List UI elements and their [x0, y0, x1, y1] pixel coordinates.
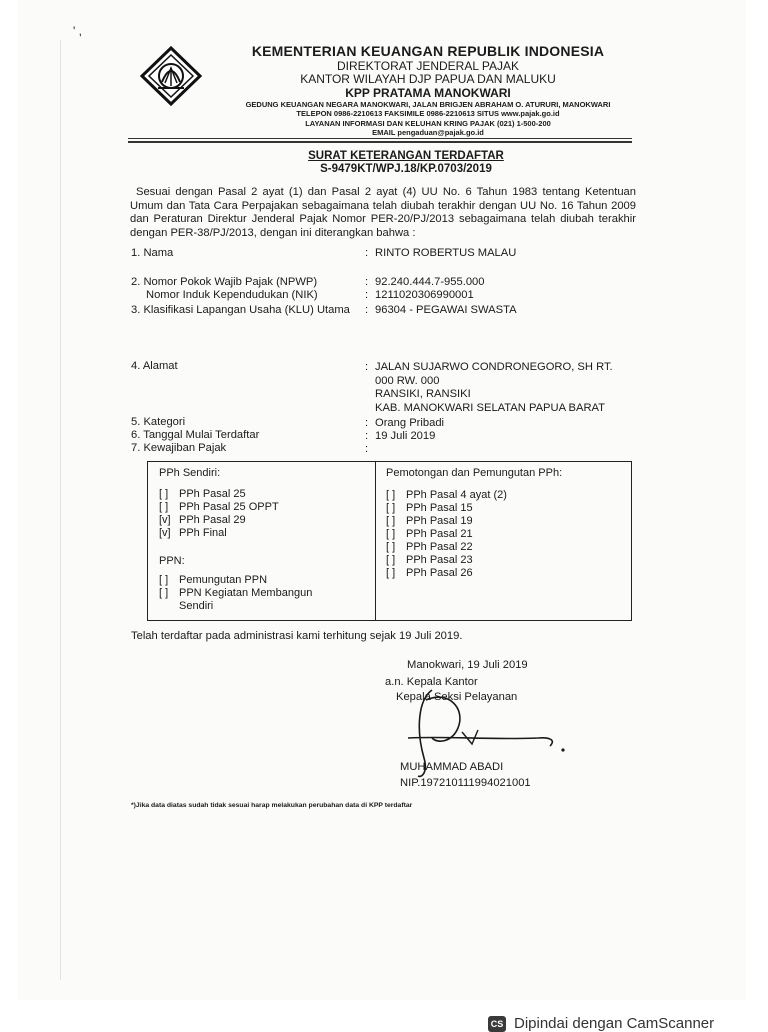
kategori-label: 5. Kategori [131, 416, 186, 428]
nik-value: 1211020306990001 [375, 289, 474, 301]
document-title: SURAT KETERANGAN TERDAFTAR [308, 150, 504, 162]
box-divider [375, 462, 376, 620]
potput-item [386, 541, 473, 554]
checkbox-mark: [ ] [159, 574, 169, 586]
header-rule [128, 138, 632, 139]
item-label: PPh Pasal 26 [406, 567, 473, 579]
letterhead [218, 44, 638, 137]
nik-colon: : [365, 289, 369, 301]
potput-item [386, 528, 473, 541]
checkbox-mark: [ ] [386, 541, 396, 553]
checkbox-mark: [ ] [386, 567, 396, 579]
checkbox-mark: [v] [159, 527, 171, 539]
potput-item [386, 515, 473, 528]
tanggal-value: 19 Juli 2019 [375, 430, 436, 442]
pph-sendiri-title: PPh Sendiri: [159, 467, 221, 479]
tanggal-label: 6. Tanggal Mulai Terdaftar [131, 429, 260, 441]
alamat-colon: : [365, 361, 369, 373]
intro-paragraph: Sesuai dengan Pasal 2 ayat (1) dan Pasal 2 ayat (4) UU No. 6 Tahun 1983 tentang Ketentuan Umum dan Tata Cara Perpajakan sebagaimana telah diubah terakhir dengan UU No. 16 Tahun 2009 dan Peraturan Direktur Jenderal Pajak Nomor PER-20/PJ/2013 sebagaimana telah diubah terakhir dengan PER-38/PJ/2013, dengan ini diterangkan bahwa : [130, 186, 636, 239]
scan-speck: ' , [73, 24, 82, 38]
ppn-item [159, 587, 312, 600]
potput-item [386, 554, 473, 567]
checkbox-mark: [ ] [386, 489, 396, 501]
regional-office-name: KANTOR WILAYAH DJP PAPUA DAN MALUKU [300, 72, 556, 87]
nama-colon: : [365, 247, 369, 259]
item-label: PPh Pasal 25 OPPT [179, 501, 279, 513]
kategori-colon: : [365, 417, 369, 429]
tax-obligations-box [147, 461, 632, 621]
camscanner-text: Dipindai dengan CamScanner [514, 1015, 715, 1032]
item-label: PPh Pasal 22 [406, 541, 473, 553]
item-label: PPh Pasal 21 [406, 528, 473, 540]
pph-sendiri-item [159, 527, 227, 540]
office-phone: TELEPON 0986-2210613 FAKSIMILE 0986-2210613 SITUS www.pajak.go.id [296, 109, 560, 119]
directorate-name: DIREKTORAT JENDERAL PAJAK [336, 58, 520, 73]
checkbox-mark: [ ] [159, 501, 169, 513]
alamat-label: 4. Alamat [131, 360, 178, 372]
office-info-line: LAYANAN INFORMASI DAN KELUHAN KRING PAJAK (021) 1-500-200 [305, 118, 551, 128]
potput-item [386, 489, 507, 502]
signatory-name: MUHAMMAD ABADI [400, 761, 504, 773]
checkbox-mark: [ ] [386, 528, 396, 540]
checkbox-mark: [ ] [386, 515, 396, 527]
potput-item [386, 567, 473, 580]
checkbox-mark: [ ] [159, 587, 169, 599]
page-edge [60, 40, 61, 980]
kategori-value: Orang Pribadi [375, 417, 445, 429]
item-label: PPh Pasal 4 ayat (2) [406, 489, 507, 501]
tanggal-colon: : [365, 430, 369, 442]
alamat-line: KAB. MANOKWARI SELATAN PAPUA BARAT [375, 401, 606, 414]
ppn-item [159, 574, 267, 587]
ministry-name: KEMENTERIAN KEUANGAN REPUBLIK INDONESIA [251, 43, 605, 59]
signature-position: Kepala Seksi Pelayanan [396, 691, 518, 703]
npwp-value: 92.240.444.7-955.000 [375, 276, 485, 288]
signatory-nip: NIP.197210111994021001 [400, 777, 531, 789]
checkbox-mark: [ ] [159, 488, 169, 500]
pph-sendiri-item [159, 501, 279, 514]
item-label: PPN Kegiatan Membangun [179, 587, 313, 599]
document-number: S-9479KT/WPJ.18/KP.0703/2019 [320, 163, 492, 175]
item-label: PPh Pasal 23 [406, 554, 473, 566]
pph-sendiri-item [159, 514, 246, 527]
alamat-line: JALAN SUJARWO CONDRONEGORO, SH RT. [375, 361, 613, 373]
closing-statement: Telah terdaftar pada administrasi kami terhitung sejak 19 Juli 2019. [131, 630, 463, 642]
kpp-name: KPP PRATAMA MANOKWARI [345, 85, 511, 100]
klu-colon: : [365, 304, 369, 316]
signature-place-date: Manokwari, 19 Juli 2019 [407, 659, 528, 671]
item-label: PPh Pasal 19 [406, 515, 473, 527]
footnote: *)Jika data diatas sudah tidak sesuai harap melakukan perubahan data di KPP terdaftar [131, 802, 413, 809]
item-label: Pemungutan PPN [179, 574, 268, 586]
potput-title: Pemotongan dan Pemungutan PPh: [386, 467, 563, 479]
item-label: PPh Pasal 29 [179, 514, 246, 526]
office-address: GEDUNG KEUANGAN NEGARA MANOKWARI, JALAN BRIGJEN ABRAHAM O. ATURURI, MANOKWARI [245, 99, 611, 109]
pph-sendiri-item [159, 488, 246, 501]
klu-value: 96304 - PEGAWAI SWASTA [375, 304, 517, 316]
alamat-line: 000 RW. 000 [375, 374, 440, 387]
nama-label: 1. Nama [131, 247, 174, 259]
item-label: PPh Pasal 25 [179, 488, 246, 500]
potput-item [386, 502, 473, 515]
office-email: EMAIL pengaduan@pajak.go.id [372, 128, 484, 138]
kewajiban-label: 7. Kewajiban Pajak [131, 442, 227, 454]
klu-label: 3. Klasifikasi Lapangan Usaha (KLU) Utama [131, 304, 350, 316]
npwp-label: 2. Nomor Pokok Wajib Pajak (NPWP) [131, 276, 318, 288]
nama-value: RINTO ROBERTUS MALAU [375, 247, 517, 259]
item-label: PPh Pasal 15 [406, 502, 473, 514]
checkbox-mark: [ ] [386, 554, 396, 566]
checkbox-mark: [ ] [386, 502, 396, 514]
ppn-item-continuation: Sendiri [179, 600, 214, 612]
header-rule-thick [128, 141, 632, 143]
camscanner-logo-icon: CS [488, 1016, 506, 1032]
alamat-line: RANSIKI, RANSIKI [375, 388, 471, 400]
npwp-colon: : [365, 276, 369, 288]
item-label: PPh Final [179, 527, 227, 539]
signature-on-behalf: a.n. Kepala Kantor [385, 676, 478, 688]
alamat-value [375, 361, 635, 415]
kewajiban-colon: : [365, 443, 369, 455]
checkbox-mark: [v] [159, 514, 171, 526]
nik-label: Nomor Induk Kependudukan (NIK) [146, 289, 318, 301]
ministry-emblem-icon [138, 46, 204, 108]
ppn-title: PPN: [159, 555, 185, 567]
